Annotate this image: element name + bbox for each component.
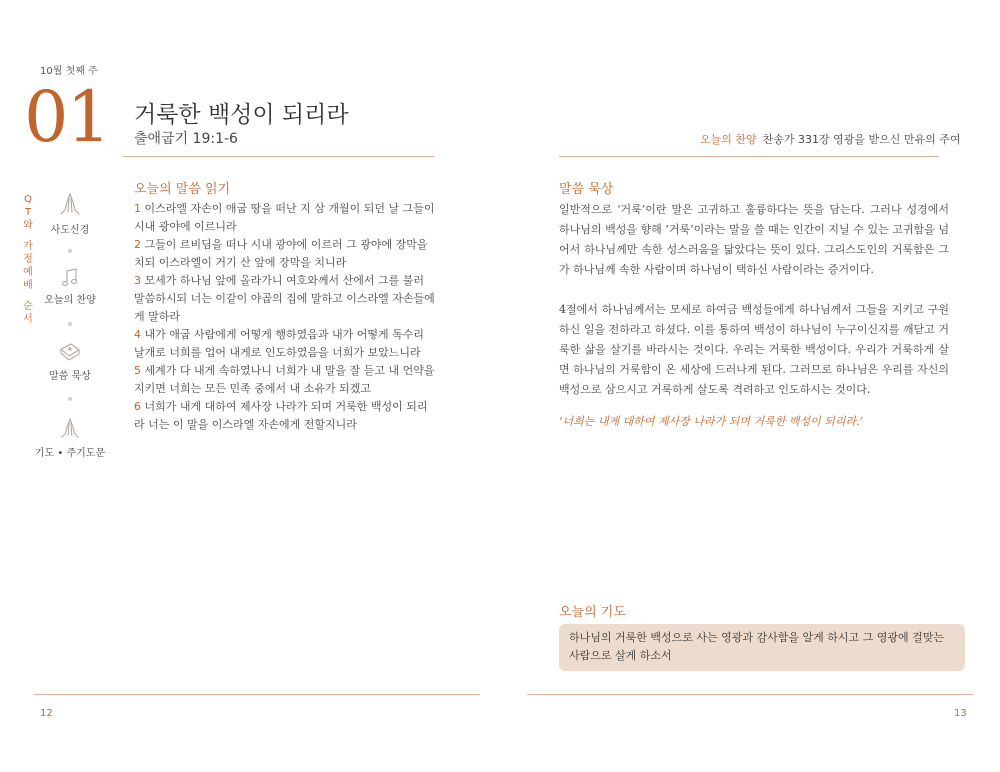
sidebar-dot xyxy=(68,397,72,401)
page-number-right: 13 xyxy=(954,708,967,719)
verse-text: 너희가 내게 대하여 제사장 나라가 되며 거룩한 백성이 되리라 너는 이 말을 이스라엘 자손에게 전할지니라 xyxy=(134,400,428,431)
verse-text: 그들이 르비딤을 떠나 시내 광야에 이르러 그 광야에 장막을 치되 이스라엘이 거기 산 앞에 장막을 치니라 xyxy=(134,238,428,269)
meditation-heading: 말씀 묵상 xyxy=(559,182,614,197)
praying-hands-icon xyxy=(58,417,82,441)
bible-book-icon xyxy=(58,342,82,364)
key-verse-quote: ‘너희는 내게 대하여 제사장 나라가 되며 거룩한 백성이 되리라.’ xyxy=(559,415,864,428)
meditation-body xyxy=(559,200,949,420)
page-number-left: 12 xyxy=(40,708,53,719)
qt-vertical-text: Q T 와 가 정 예 배 순 서 xyxy=(23,194,33,325)
verse xyxy=(134,400,428,431)
prayer-text: 하나님의 거룩한 백성으로 사는 영광과 감사함을 알게 하시고 그 영광에 걸맞는 사람으로 살게 하소서 xyxy=(569,631,944,662)
sidebar-dot xyxy=(68,249,72,253)
hymn-line xyxy=(700,131,961,147)
sidebar-item-label: 오늘의 찬양 xyxy=(44,295,96,306)
prayer-heading: 오늘의 기도 xyxy=(559,605,626,620)
reading-heading: 오늘의 말씀 읽기 xyxy=(134,182,231,197)
day-number: 01 xyxy=(24,76,110,158)
verse-text: 모세가 하나님 앞에 올라가니 여호와께서 산에서 그를 불러 말씀하시되 너는 이같이 야곱의 집에 말하고 이스라엘 자손들에게 말하라 xyxy=(134,274,435,323)
title-rule xyxy=(122,156,434,157)
praying-hands-icon xyxy=(58,192,82,218)
hymn-rule xyxy=(559,156,939,157)
sidebar-item-label: 기도 • 주기도문 xyxy=(34,448,106,459)
sidebar-dot xyxy=(68,322,72,326)
week-label: 10월 첫째 주 xyxy=(40,66,98,77)
verse-number: 3 xyxy=(134,274,141,287)
sidebar-item-prayer xyxy=(30,417,110,459)
sidebar-item-meditation xyxy=(30,342,110,382)
verse-list xyxy=(134,200,436,434)
verse xyxy=(134,328,424,359)
verse-text: 내가 애굽 사람에게 어떻게 행하였음과 내가 어떻게 독수리 날개로 너희를 업어 내게로 인도하였음을 너희가 보았느니라 xyxy=(134,328,424,359)
verse xyxy=(134,364,434,395)
verse-number: 1 xyxy=(134,202,141,215)
sidebar-item-hymn xyxy=(30,268,110,306)
verse-number: 2 xyxy=(134,238,141,251)
meditation-paragraph: 일반적으로 ‘거룩’이란 말은 고귀하고 훌륭하다는 뜻을 담는다. 그러나 성경에서 하나님의 백성을 향해 ‘거룩’이라는 말을 쓸 때는 인간이 지닐 수 있는 고귀함을 넘어서 하나님께만 속한 성스러움을 닮았다는 뜻이 있다. 그리스도인의 거룩함은 그가 하나님께 속한 사람이며 하나님이 택하신 사람이라는 증거이다. xyxy=(559,203,949,276)
verse-number: 4 xyxy=(134,328,141,341)
meditation-paragraph: 4절에서 하나님께서는 모세로 하여금 백성들에게 하나님께서 그들을 지키고 구원하신 일을 전하라고 하셨다. 이를 통하여 백성이 하나님이 누구이신지를 깨닫고 거룩한 삶을 살기를 바라시는 것이다. 우리는 거룩한 백성이다. 우리가 거룩하게 살면 하나님의 거룩함이 온 세상에 드러나게 된다. 그러므로 하나님은 우리를 자신의 백성으로 삼으시고 거룩하게 살도록 격려하고 인도하시는 것이다. xyxy=(559,303,949,396)
hymn-label: 오늘의 찬양 xyxy=(700,133,757,146)
verse-number: 6 xyxy=(134,400,141,413)
prayer-box xyxy=(559,624,965,671)
sidebar-item-label: 말씀 묵상 xyxy=(49,371,91,382)
verse-number: 5 xyxy=(134,364,141,377)
verse-text: 이스라엘 자손이 애굽 땅을 떠난 지 삼 개월이 되던 날 그들이 시내 광야에 이르니라 xyxy=(134,202,435,233)
verse xyxy=(134,202,434,233)
footer-rule-left xyxy=(34,694,480,695)
sidebar-item-creed xyxy=(30,192,110,236)
verse xyxy=(134,274,435,323)
hymn-text: 찬송가 331장 영광을 받으신 만유의 주여 xyxy=(762,133,961,146)
music-note-icon xyxy=(60,268,80,288)
footer-rule-right xyxy=(527,694,973,695)
verse-text: 세계가 다 내게 속하였나니 너희가 내 말을 잘 듣고 내 언약을 지키면 너희는 모든 민족 중에서 내 소유가 되겠고 xyxy=(134,364,435,395)
verse xyxy=(134,238,428,269)
scripture-reference: 출애굽기 19:1-6 xyxy=(134,131,238,147)
sidebar-item-label: 사도신경 xyxy=(50,225,90,236)
page-title: 거룩한 백성이 되리라 xyxy=(134,102,349,128)
